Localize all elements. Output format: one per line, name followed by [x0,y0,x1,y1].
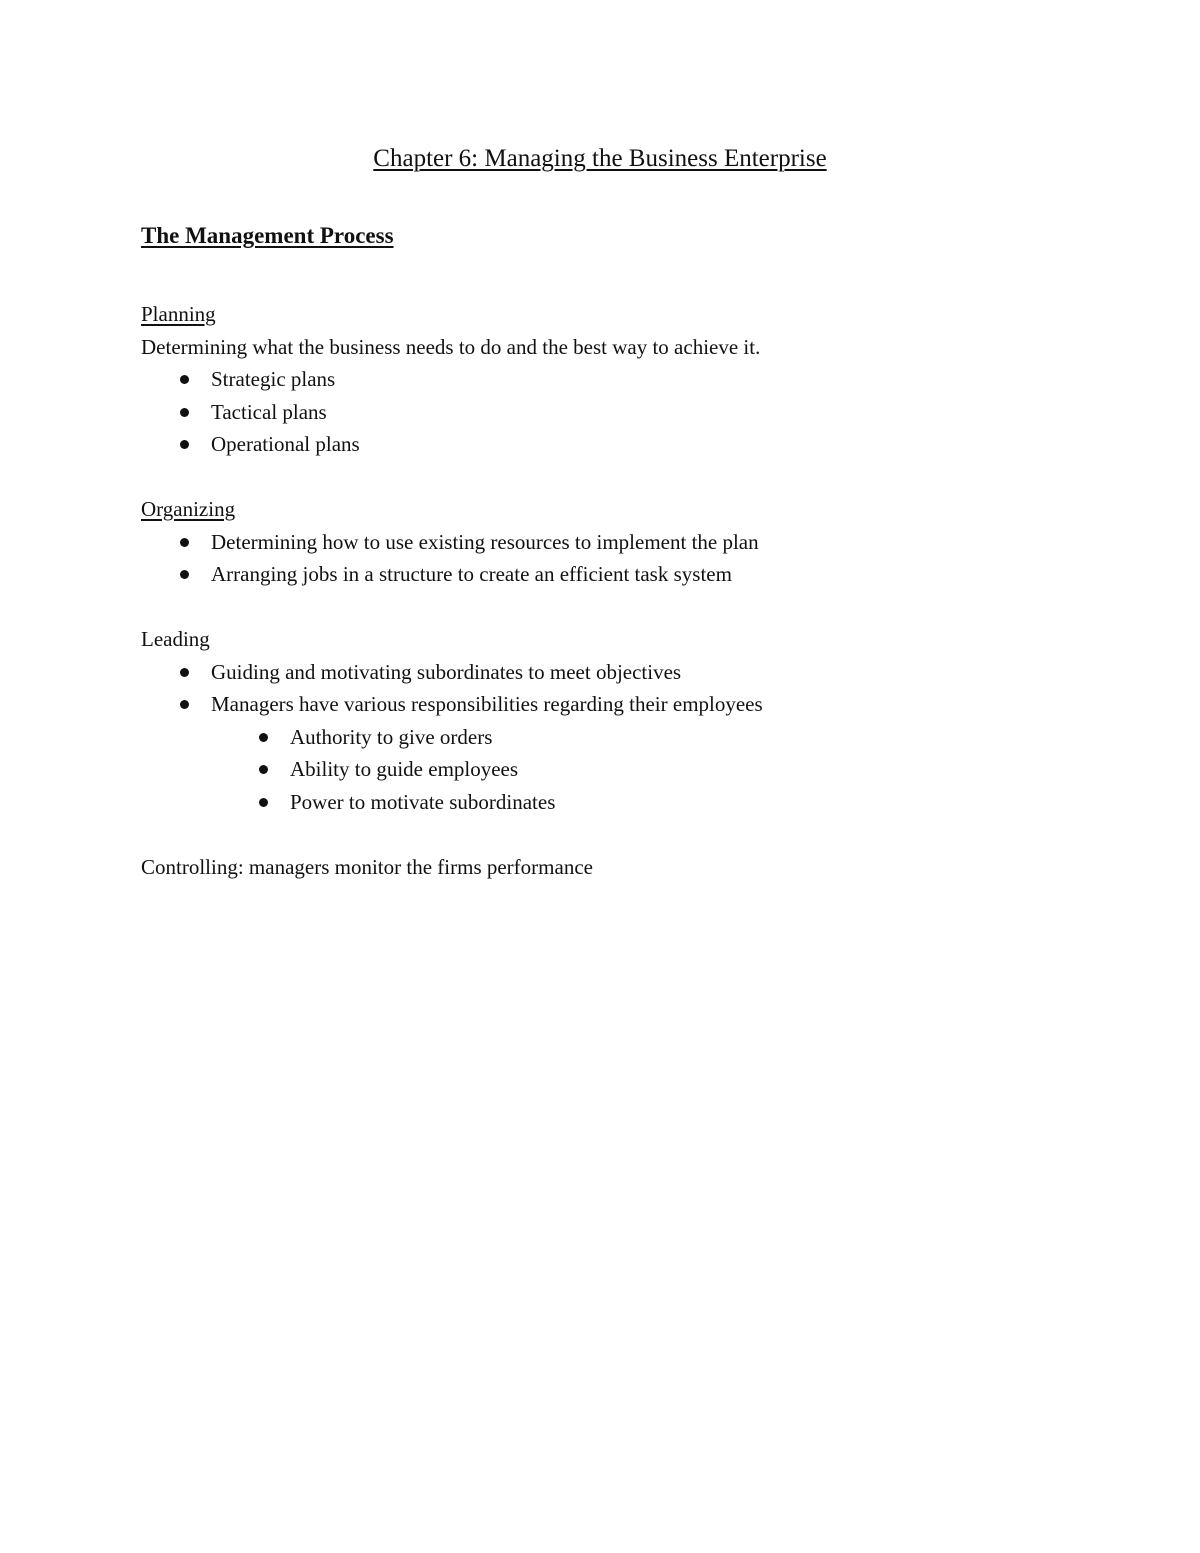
spacer [141,818,1081,851]
list-item: Strategic plans [141,363,1081,396]
bullet-icon [180,668,189,677]
bullet-icon [180,538,189,547]
list-item: Power to motivate subordinates [141,786,1081,819]
planning-heading: Planning [141,302,216,326]
list-item: Operational plans [141,428,1081,461]
list-item: Determining how to use existing resources to implement the plan [141,526,1081,559]
document-body [141,220,1081,883]
list-item: Managers have various responsibilities regarding their employees [141,688,1081,721]
planning-list [141,363,1081,461]
spacer [141,461,1081,494]
leading-list [141,656,1081,721]
spacer [141,591,1081,624]
organizing-list [141,526,1081,591]
bullet-icon [180,440,189,449]
list-item: Authority to give orders [141,721,1081,754]
list-item: Arranging jobs in a structure to create an efficient task system [141,558,1081,591]
bullet-icon [259,733,268,742]
section-heading: The Management Process [141,223,394,248]
list-item: Tactical plans [141,396,1081,429]
bullet-icon [259,798,268,807]
bullet-icon [180,408,189,417]
list-item: Guiding and motivating subordinates to meet objectives [141,656,1081,689]
list-item: Ability to guide employees [141,753,1081,786]
planning-description: Determining what the business needs to do and the best way to achieve it. [141,334,761,359]
page-title: Chapter 6: Managing the Business Enterprise [373,145,827,172]
leading-heading: Leading [141,627,210,651]
bullet-icon [180,570,189,579]
organizing-heading: Organizing [141,497,236,521]
leading-sublist [141,721,1081,819]
bullet-icon [180,375,189,384]
bullet-icon [259,765,268,774]
bullet-icon [180,700,189,709]
controlling-text: Controlling: managers monitor the firms performance [141,854,593,879]
